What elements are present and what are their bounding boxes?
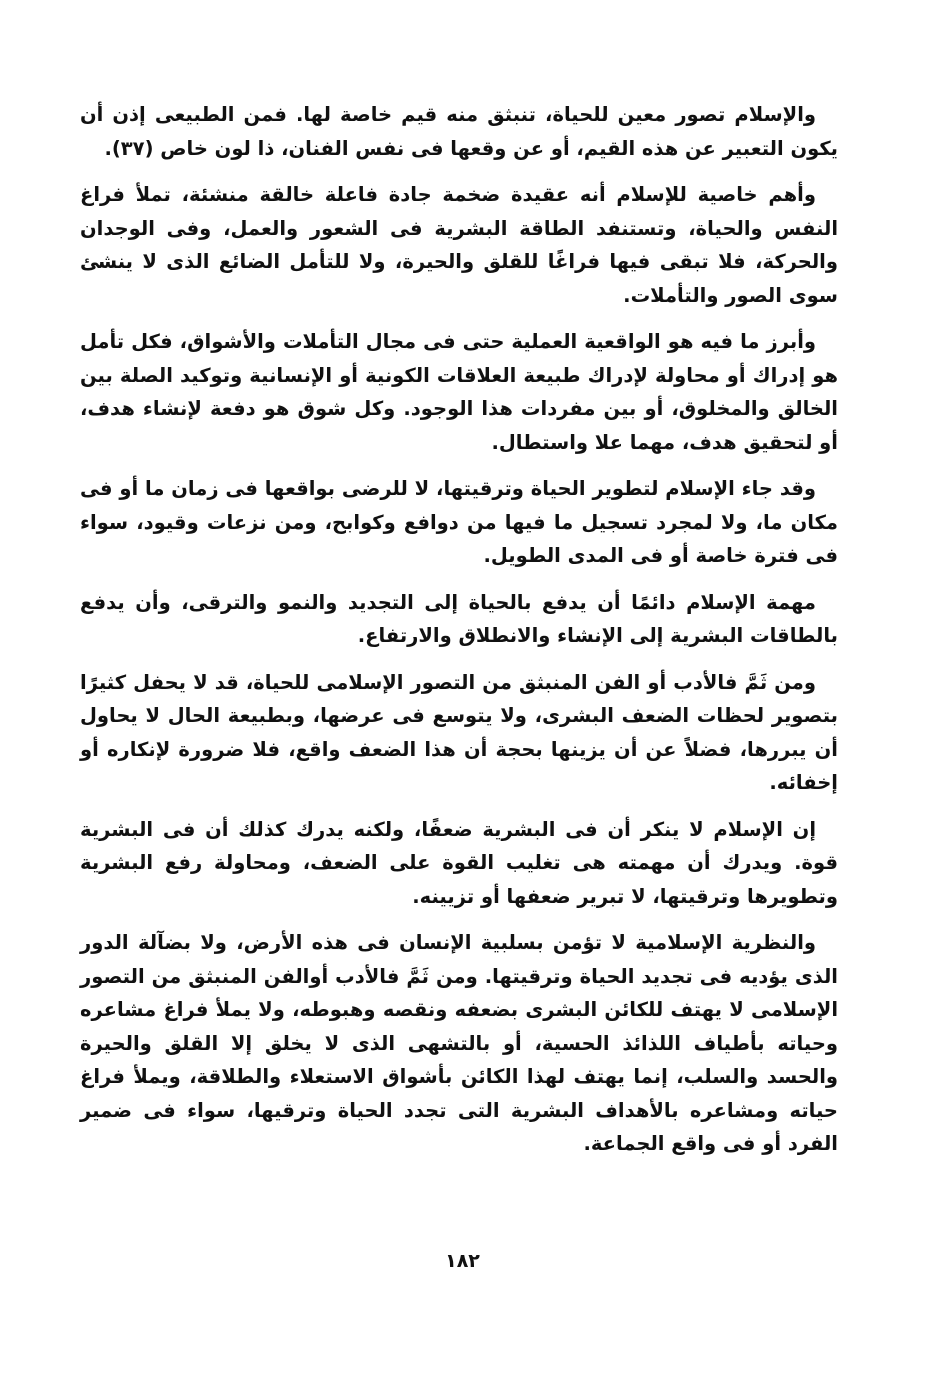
paragraph-3: وأبرز ما فيه هو الواقعية العملية حتى فى مجال التأملات والأشواق، فكل تأمل هو إدراك أو محاولة لإدراك طبيعة العلاقات الكونية أو الإنسانية وتوكيد الصلة بين الخالق والمخلوق، أو بين مفردات هذا الوجود. وكل شوق هو دفعة لإنشاء هدف، أو لتحقيق هدف، مهما علا واستطال. xyxy=(80,330,838,454)
paragraph-5: مهمة الإسلام دائمًا أن يدفع بالحياة إلى التجديد والنمو والترقى، وأن يدفع بالطاقات البشرية إلى الإنشاء والانطلاق والارتفاع. xyxy=(80,590,838,647)
paragraph-4: وقد جاء الإسلام لتطوير الحياة وترقيتها، لا للرضى بواقعها فى زمان ما أو فى مكان ما، ولا لمجرد تسجيل ما فيها من دوافع وكوابح، ومن نزعات وقيود، سواء فى فترة خاصة أو فى المدى الطويل. xyxy=(80,477,838,567)
page-number: ١٨٢ xyxy=(445,1250,480,1272)
paragraph-2: وأهم خاصية للإسلام أنه عقيدة ضخمة جادة فاعلة خالقة منشئة، تملأ فراغ النفس والحياة، وتستنفد الطاقة البشرية فى الشعور والعمل، وفى الوجدان والحركة، فلا تبقى فيها فراغًا للقلق والحيرة، ولا للتأمل الضائع الذى لا ينشئ سوى الصور والتأملات. xyxy=(80,183,838,307)
paragraph-6: ومن ثَمَّ فالأدب أو الفن المنبثق من التصور الإسلامى للحياة، قد لا يحفل كثيرًا بتصوير لحظات الضعف البشرى، ولا يتوسع فى عرضها، وبطبيعة الحال لا يحاول أن يبررها، فضلاً عن أن يزينها بحجة أن هذا الضعف واقع، فلا ضرورة لإنكاره أو إخفائه. xyxy=(80,670,838,794)
body-text xyxy=(80,98,838,1174)
paragraph-7: إن الإسلام لا ينكر أن فى البشرية ضعفًا، ولكنه يدرك كذلك أن فى البشرية قوة. ويدرك أن مهمته هى تغليب القوة على الضعف، ومحاولة رفع البشرية وتطويرها وترقيتها، لا تبرير ضعفها أو تزيينه. xyxy=(80,817,838,908)
paragraph-8: والنظرية الإسلامية لا تؤمن بسلبية الإنسان فى هذه الأرض، ولا بضآلة الدور الذى يؤديه فى تجديد الحياة وترقيتها. ومن ثَمَّ فالأدب أوالفن المنبثق من التصور الإسلامى لا يهتف للكائن البشرى بضعفه ونقصه وهبوطه، ولا يملأ فراغ مشاعره وحياته بأطياف اللذائذ الحسية، أو بالتشهى الذى لا يخلق إلا القلق والحيرة والحسد والسلب، إنما يهتف لهذا الكائن بأشواق الاستعلاء والطلاقة، ويملأ فراغ حياته ومشاعره بالأهداف البشرية التى تجدد الحياة وترقيها، سواء فى ضمير الفرد أو فى واقع الجماعة. xyxy=(80,931,838,1155)
paragraph-1: والإسلام تصور معين للحياة، تنبثق منه قيم خاصة لها. فمن الطبيعى إذن أن يكون التعبير عن هذه القيم، أو عن وقعها فى نفس الفنان، ذا لون خاص (٣٧). xyxy=(80,103,838,160)
